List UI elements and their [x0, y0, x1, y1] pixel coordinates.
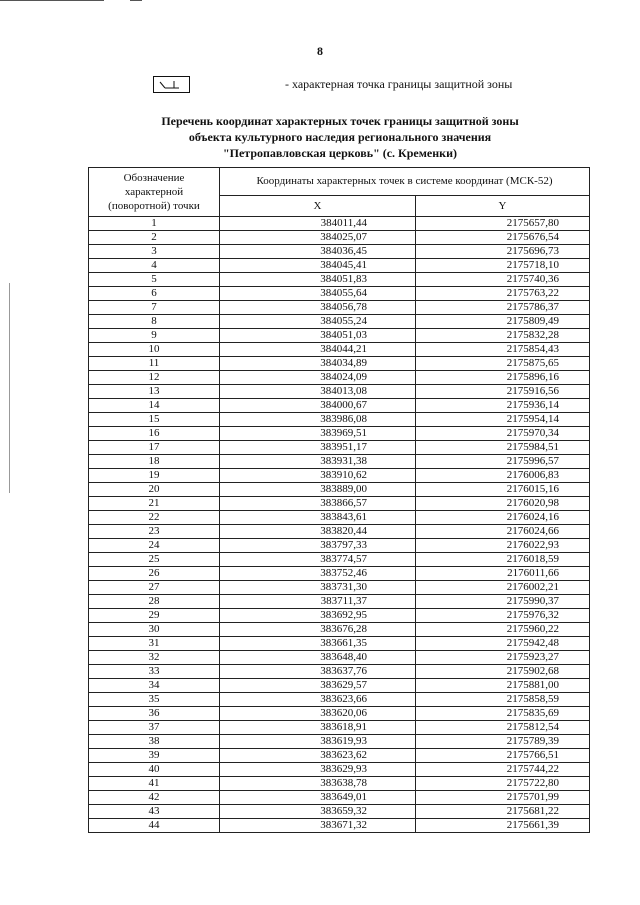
x-coordinate-cell: 384044,21 — [220, 343, 416, 357]
point-number-cell: 34 — [89, 679, 220, 693]
point-number-cell: 39 — [89, 749, 220, 763]
table-row — [89, 357, 590, 371]
y-coordinate-cell: 2176006,83 — [416, 469, 590, 483]
y-coordinate-cell: 2175881,00 — [416, 679, 590, 693]
y-coordinate-cell: 2175854,43 — [416, 343, 590, 357]
y-coordinate-cell: 2175832,28 — [416, 329, 590, 343]
table-body — [89, 217, 590, 833]
y-coordinate-cell: 2176020,98 — [416, 497, 590, 511]
point-number-cell: 15 — [89, 413, 220, 427]
x-coordinate-cell: 383752,46 — [220, 567, 416, 581]
point-number-cell: 3 — [89, 245, 220, 259]
table-row — [89, 553, 590, 567]
point-number-cell: 1 — [89, 217, 220, 231]
y-coordinate-cell: 2175701,99 — [416, 791, 590, 805]
page-number: 8 — [317, 44, 323, 58]
table-row — [89, 231, 590, 245]
table-row — [89, 399, 590, 413]
header-y: Y — [416, 195, 590, 216]
y-coordinate-cell: 2175696,73 — [416, 245, 590, 259]
x-coordinate-cell: 384013,08 — [220, 385, 416, 399]
point-number-cell: 8 — [89, 315, 220, 329]
point-number-cell: 4 — [89, 259, 220, 273]
y-coordinate-cell: 2176011,66 — [416, 567, 590, 581]
y-coordinate-cell: 2176018,59 — [416, 553, 590, 567]
y-coordinate-cell: 2175681,22 — [416, 805, 590, 819]
header-coordinates: Координаты характерных точек в системе координат (МСК-52) — [220, 168, 590, 196]
table-row — [89, 721, 590, 735]
x-coordinate-cell: 383931,38 — [220, 455, 416, 469]
scan-artifact-top-dash — [130, 0, 142, 1]
y-coordinate-cell: 2175936,14 — [416, 399, 590, 413]
x-coordinate-cell: 383620,06 — [220, 707, 416, 721]
table-row — [89, 637, 590, 651]
x-coordinate-cell: 383671,32 — [220, 819, 416, 833]
y-coordinate-cell: 2175916,56 — [416, 385, 590, 399]
x-coordinate-cell: 383619,93 — [220, 735, 416, 749]
y-coordinate-cell: 2175789,39 — [416, 735, 590, 749]
header-x: X — [220, 195, 416, 216]
table-row — [89, 679, 590, 693]
point-number-cell: 5 — [89, 273, 220, 287]
boundary-point-symbol-icon — [153, 76, 190, 93]
x-coordinate-cell: 384011,44 — [220, 217, 416, 231]
table-row — [89, 497, 590, 511]
point-number-cell: 14 — [89, 399, 220, 413]
table-row — [89, 343, 590, 357]
table-row — [89, 455, 590, 469]
table-row — [89, 469, 590, 483]
y-coordinate-cell: 2175954,14 — [416, 413, 590, 427]
y-coordinate-cell: 2175942,48 — [416, 637, 590, 651]
table-row — [89, 805, 590, 819]
table-row — [89, 273, 590, 287]
coordinates-table — [88, 167, 590, 833]
point-number-cell: 23 — [89, 525, 220, 539]
table-row — [89, 567, 590, 581]
table-row — [89, 763, 590, 777]
x-coordinate-cell: 383910,62 — [220, 469, 416, 483]
x-coordinate-cell: 383711,37 — [220, 595, 416, 609]
table-row — [89, 329, 590, 343]
table-row — [89, 665, 590, 679]
table-row — [89, 427, 590, 441]
point-number-cell: 11 — [89, 357, 220, 371]
scan-artifact-top-line — [0, 0, 104, 1]
y-coordinate-cell: 2175740,36 — [416, 273, 590, 287]
point-number-cell: 7 — [89, 301, 220, 315]
y-coordinate-cell: 2175984,51 — [416, 441, 590, 455]
y-coordinate-cell: 2175902,68 — [416, 665, 590, 679]
title-line-3: "Петропавловская церковь" (с. Кременки) — [222, 146, 457, 160]
table-row — [89, 245, 590, 259]
point-number-cell: 6 — [89, 287, 220, 301]
point-number-cell: 25 — [89, 553, 220, 567]
point-number-cell: 19 — [89, 469, 220, 483]
y-coordinate-cell: 2175896,16 — [416, 371, 590, 385]
x-coordinate-cell: 384034,89 — [220, 357, 416, 371]
x-coordinate-cell: 383692,95 — [220, 609, 416, 623]
table-row — [89, 623, 590, 637]
x-coordinate-cell: 383618,91 — [220, 721, 416, 735]
table-row — [89, 651, 590, 665]
y-coordinate-cell: 2175718,10 — [416, 259, 590, 273]
x-coordinate-cell: 384036,45 — [220, 245, 416, 259]
y-coordinate-cell: 2175875,65 — [416, 357, 590, 371]
y-coordinate-cell: 2175809,49 — [416, 315, 590, 329]
table-row — [89, 371, 590, 385]
table-row — [89, 301, 590, 315]
x-coordinate-cell: 383629,93 — [220, 763, 416, 777]
scan-artifact-left-edge — [9, 283, 10, 493]
point-number-cell: 44 — [89, 819, 220, 833]
table-row — [89, 441, 590, 455]
title-line-1: Перечень координат характерных точек границы защитной зоны — [161, 114, 519, 128]
point-number-cell: 13 — [89, 385, 220, 399]
table-row — [89, 707, 590, 721]
x-coordinate-cell: 383986,08 — [220, 413, 416, 427]
point-number-cell: 35 — [89, 693, 220, 707]
x-coordinate-cell: 383661,35 — [220, 637, 416, 651]
x-coordinate-cell: 383659,32 — [220, 805, 416, 819]
point-number-cell: 43 — [89, 805, 220, 819]
x-coordinate-cell: 384025,07 — [220, 231, 416, 245]
point-number-cell: 37 — [89, 721, 220, 735]
table-row — [89, 525, 590, 539]
point-number-cell: 22 — [89, 511, 220, 525]
y-coordinate-cell: 2175722,80 — [416, 777, 590, 791]
point-number-cell: 36 — [89, 707, 220, 721]
y-coordinate-cell: 2175996,57 — [416, 455, 590, 469]
table-row — [89, 777, 590, 791]
x-coordinate-cell: 383623,62 — [220, 749, 416, 763]
x-coordinate-cell: 383648,40 — [220, 651, 416, 665]
y-coordinate-cell: 2175835,69 — [416, 707, 590, 721]
point-number-cell: 16 — [89, 427, 220, 441]
y-coordinate-cell: 2175763,22 — [416, 287, 590, 301]
y-coordinate-cell: 2176002,21 — [416, 581, 590, 595]
table-row — [89, 819, 590, 833]
table-row — [89, 539, 590, 553]
table-row — [89, 735, 590, 749]
point-number-cell: 32 — [89, 651, 220, 665]
x-coordinate-cell: 383676,28 — [220, 623, 416, 637]
x-coordinate-cell: 383649,01 — [220, 791, 416, 805]
x-coordinate-cell: 383951,17 — [220, 441, 416, 455]
x-coordinate-cell: 384051,03 — [220, 329, 416, 343]
table-row — [89, 385, 590, 399]
x-coordinate-cell: 383969,51 — [220, 427, 416, 441]
x-coordinate-cell: 384024,09 — [220, 371, 416, 385]
legend-text: - характерная точка границы защитной зоны — [285, 77, 513, 91]
y-coordinate-cell: 2175812,54 — [416, 721, 590, 735]
point-number-cell: 33 — [89, 665, 220, 679]
table-row — [89, 595, 590, 609]
y-coordinate-cell: 2176024,16 — [416, 511, 590, 525]
y-coordinate-cell: 2175990,37 — [416, 595, 590, 609]
table-row — [89, 287, 590, 301]
x-coordinate-cell: 383623,66 — [220, 693, 416, 707]
table-row — [89, 581, 590, 595]
point-number-cell: 27 — [89, 581, 220, 595]
x-coordinate-cell: 383889,00 — [220, 483, 416, 497]
point-number-cell: 41 — [89, 777, 220, 791]
y-coordinate-cell: 2175970,34 — [416, 427, 590, 441]
point-number-cell: 12 — [89, 371, 220, 385]
y-coordinate-cell: 2175858,59 — [416, 693, 590, 707]
table-row — [89, 315, 590, 329]
point-number-cell: 2 — [89, 231, 220, 245]
point-number-cell: 21 — [89, 497, 220, 511]
header-point-designation: Обозначение характерной (поворотной) точки — [89, 168, 220, 217]
y-coordinate-cell: 2175923,27 — [416, 651, 590, 665]
table-row — [89, 749, 590, 763]
x-coordinate-cell: 383774,57 — [220, 553, 416, 567]
point-number-cell: 29 — [89, 609, 220, 623]
point-number-cell: 10 — [89, 343, 220, 357]
table-row — [89, 483, 590, 497]
page-title — [0, 113, 640, 161]
y-coordinate-cell: 2176024,66 — [416, 525, 590, 539]
x-coordinate-cell: 384051,83 — [220, 273, 416, 287]
y-coordinate-cell: 2176015,16 — [416, 483, 590, 497]
x-coordinate-cell: 384055,24 — [220, 315, 416, 329]
y-coordinate-cell: 2175657,80 — [416, 217, 590, 231]
x-coordinate-cell: 383731,30 — [220, 581, 416, 595]
table-row — [89, 791, 590, 805]
point-number-cell: 20 — [89, 483, 220, 497]
y-coordinate-cell: 2175976,32 — [416, 609, 590, 623]
x-coordinate-cell: 383629,57 — [220, 679, 416, 693]
title-line-2: объекта культурного наследия регионального значения — [188, 130, 492, 144]
x-coordinate-cell: 384056,78 — [220, 301, 416, 315]
point-number-cell: 9 — [89, 329, 220, 343]
x-coordinate-cell: 383820,44 — [220, 525, 416, 539]
x-coordinate-cell: 384055,64 — [220, 287, 416, 301]
point-number-cell: 24 — [89, 539, 220, 553]
y-coordinate-cell: 2175744,22 — [416, 763, 590, 777]
point-number-cell: 31 — [89, 637, 220, 651]
table-row — [89, 693, 590, 707]
y-coordinate-cell: 2175960,22 — [416, 623, 590, 637]
x-coordinate-cell: 383638,78 — [220, 777, 416, 791]
x-coordinate-cell: 383797,33 — [220, 539, 416, 553]
point-number-cell: 38 — [89, 735, 220, 749]
point-number-cell: 26 — [89, 567, 220, 581]
x-coordinate-cell: 384045,41 — [220, 259, 416, 273]
y-coordinate-cell: 2175766,51 — [416, 749, 590, 763]
y-coordinate-cell: 2175661,39 — [416, 819, 590, 833]
table-row — [89, 259, 590, 273]
table-row — [89, 413, 590, 427]
y-coordinate-cell: 2175786,37 — [416, 301, 590, 315]
table-row — [89, 609, 590, 623]
x-coordinate-cell: 383843,61 — [220, 511, 416, 525]
point-number-cell: 42 — [89, 791, 220, 805]
point-number-cell: 40 — [89, 763, 220, 777]
point-number-cell: 18 — [89, 455, 220, 469]
x-coordinate-cell: 383866,57 — [220, 497, 416, 511]
table-row — [89, 511, 590, 525]
x-coordinate-cell: 383637,76 — [220, 665, 416, 679]
x-coordinate-cell: 384000,67 — [220, 399, 416, 413]
y-coordinate-cell: 2175676,54 — [416, 231, 590, 245]
y-coordinate-cell: 2176022,93 — [416, 539, 590, 553]
point-number-cell: 17 — [89, 441, 220, 455]
table-row — [89, 217, 590, 231]
point-number-cell: 30 — [89, 623, 220, 637]
point-number-cell: 28 — [89, 595, 220, 609]
